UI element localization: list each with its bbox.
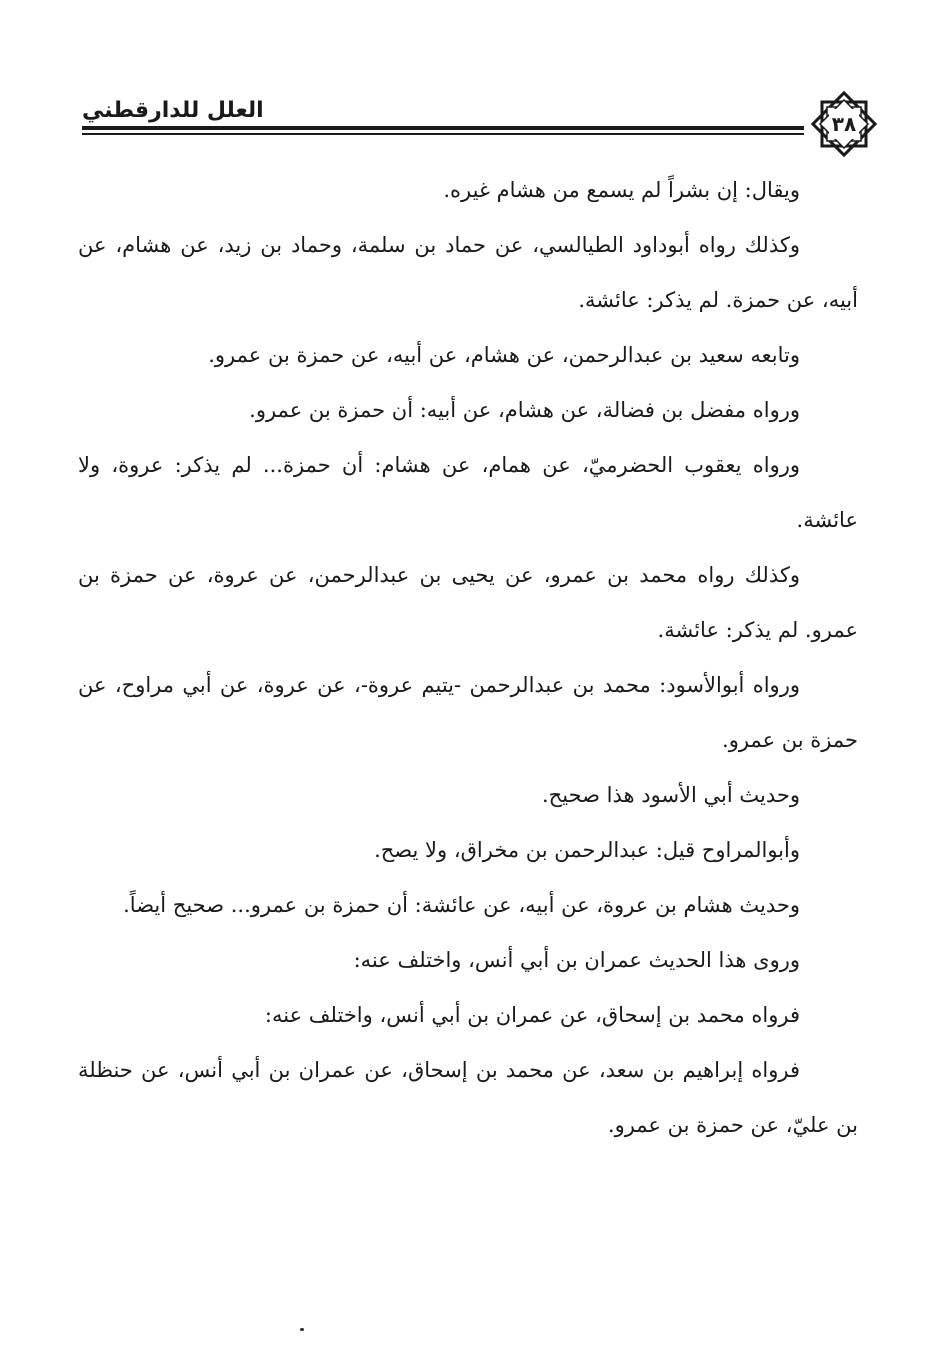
page-number-badge [808,88,880,160]
header-rule-thin [82,133,804,135]
body-text [78,163,858,1153]
paragraph: وتابعه سعيد بن عبدالرحمن، عن هشام، عن أبيه، عن حمزة بن عمرو. [208,343,800,367]
paragraph: ورواه مفضل بن فضالة، عن هشام، عن أبيه: أن حمزة بن عمرو. [249,398,800,422]
paragraph: وكذلك رواه محمد بن عمرو، عن يحيى بن عبدالرحمن، عن عروة، عن حمزة بن عمرو. لم يذكر: عائشة. [78,563,858,642]
paragraph: ورواه يعقوب الحضرميّ، عن همام، عن هشام: أن حمزة... لم يذكر: عروة، ولا عائشة. [78,453,858,532]
paragraph: وأبوالمراوح قيل: عبدالرحمن بن مخراق، ولا يصح. [374,838,800,862]
paragraph: ويقال: إن بشراً لم يسمع من هشام غيره. [443,178,800,202]
paragraph: فرواه محمد بن إسحاق، عن عمران بن أبي أنس، واختلف عنه: [264,1003,800,1027]
page-number: ٣٨ [831,112,857,136]
book-title: العلل للدارقطني [82,98,264,123]
paragraph: وحديث هشام بن عروة، عن أبيه، عن عائشة: أن حمزة بن عمرو... صحيح أيضاً. [123,893,800,917]
page-header [60,82,880,162]
paragraph: وحديث أبي الأسود هذا صحيح. [542,783,800,807]
paragraph: ورواه أبوالأسود: محمد بن عبدالرحمن -يتيم عروة-، عن عروة، عن أبي مراوح، عن حمزة بن عمرو. [78,673,858,752]
header-rule-thick [82,126,804,130]
scan-speck [300,1328,304,1331]
paragraph: وروى هذا الحديث عمران بن أبي أنس، واختلف عنه: [353,948,800,972]
paragraph: وكذلك رواه أبوداود الطيالسي، عن حماد بن سلمة، وحماد بن زيد، عن هشام، عن أبيه، عن حمزة. لم يذكر: عائشة. [78,233,858,312]
paragraph: فرواه إبراهيم بن سعد، عن محمد بن إسحاق، عن عمران بن أبي أنس، عن حنظلة بن عليّ، عن حمزة بن عمرو. [78,1058,858,1137]
